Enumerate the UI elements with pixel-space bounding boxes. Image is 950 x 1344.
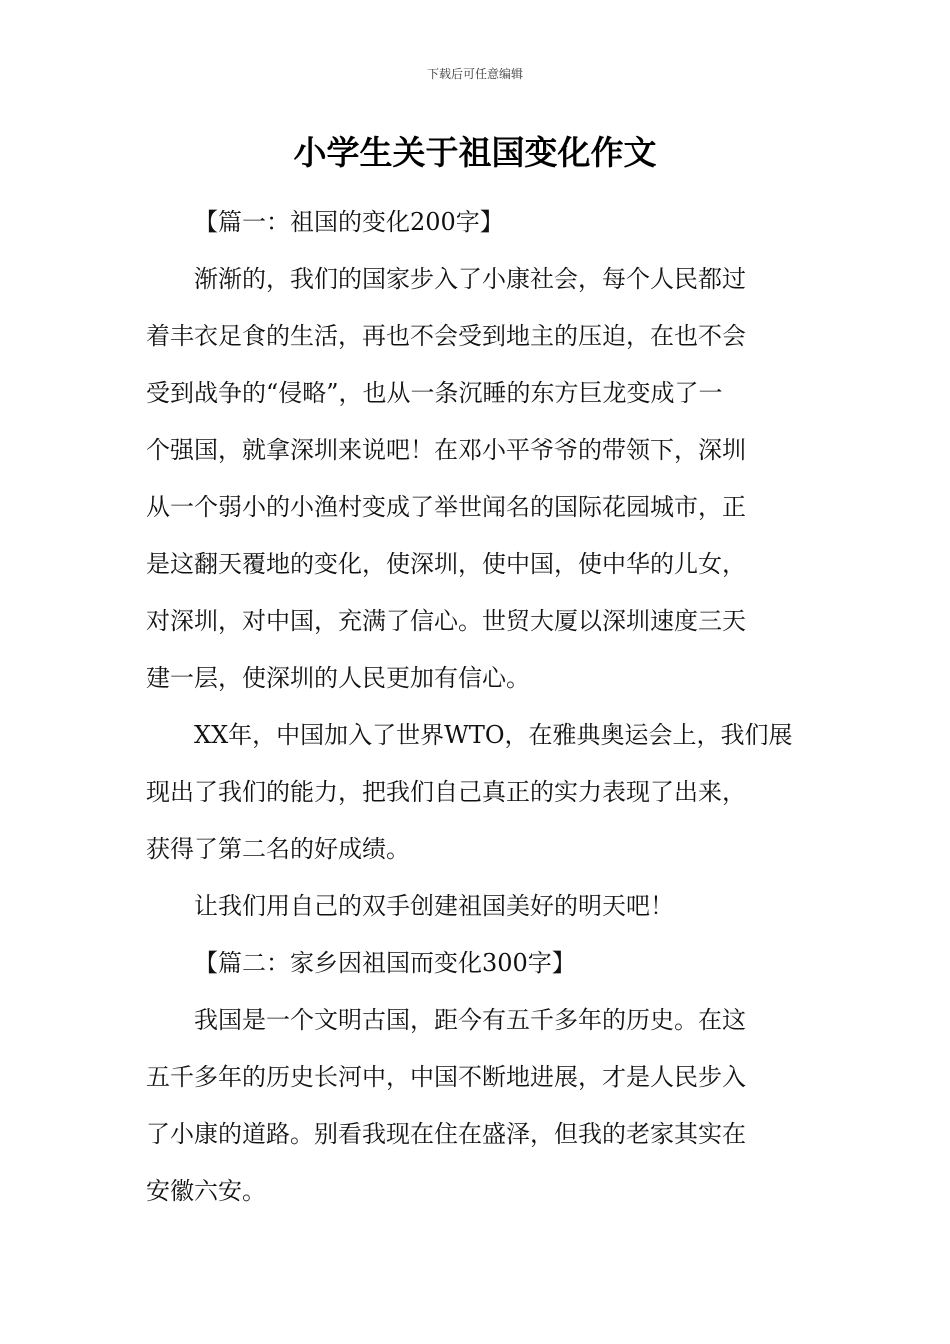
document-title: 小学生关于祖国变化作文	[293, 133, 657, 172]
text-line: 从一个弱小的小渔村变成了举世闻名的国际花园城市，正	[146, 493, 746, 521]
document-body	[146, 194, 806, 1220]
paragraph	[146, 251, 806, 707]
header-note: 下载后可任意编辑	[426, 67, 523, 81]
text-line: 我国是一个文明古国，距今有五千多年的历史。在这	[194, 1006, 746, 1034]
text-line: 五千多年的历史长河中，中国不断地进展，才是人民步入	[146, 1063, 746, 1091]
text-line: 获得了第二名的好成绩。	[146, 835, 410, 863]
section-heading-1: 【篇一：祖国的变化200字】	[194, 208, 504, 236]
text-line: 现出了我们的能力，把我们自己真正的实力表现了出来，	[146, 778, 746, 806]
text-line: 受到战争的“侵略”，也从一条沉睡的东方巨龙变成了一	[146, 379, 723, 407]
text-line: 了小康的道路。别看我现在住在盛泽，但我的老家其实在	[146, 1120, 746, 1148]
text-line: 对深圳，对中国，充满了信心。世贸大厦以深圳速度三天	[146, 607, 746, 635]
paragraph	[146, 992, 806, 1220]
text-line: 安徽六安。	[146, 1177, 266, 1205]
text-line: 是这翻天覆地的变化，使深圳，使中国，使中华的儿女，	[146, 550, 746, 578]
text-line: 让我们用自己的双手创建祖国美好的明天吧！	[194, 892, 674, 920]
text-line: 建一层，使深圳的人民更加有信心。	[146, 664, 530, 692]
text-line: 个强国，就拿深圳来说吧！在邓小平爷爷的带领下，深圳	[146, 436, 746, 464]
section-heading-2: 【篇二：家乡因祖国而变化300字】	[194, 949, 576, 977]
text-line: 渐渐的，我们的国家步入了小康社会，每个人民都过	[194, 265, 746, 293]
text-line: 着丰衣足食的生活，再也不会受到地主的压迫，在也不会	[146, 322, 746, 350]
paragraph	[146, 707, 806, 878]
paragraph	[146, 878, 806, 935]
text-line: XX年，中国加入了世界WTO，在雅典奥运会上，我们展	[194, 721, 793, 749]
